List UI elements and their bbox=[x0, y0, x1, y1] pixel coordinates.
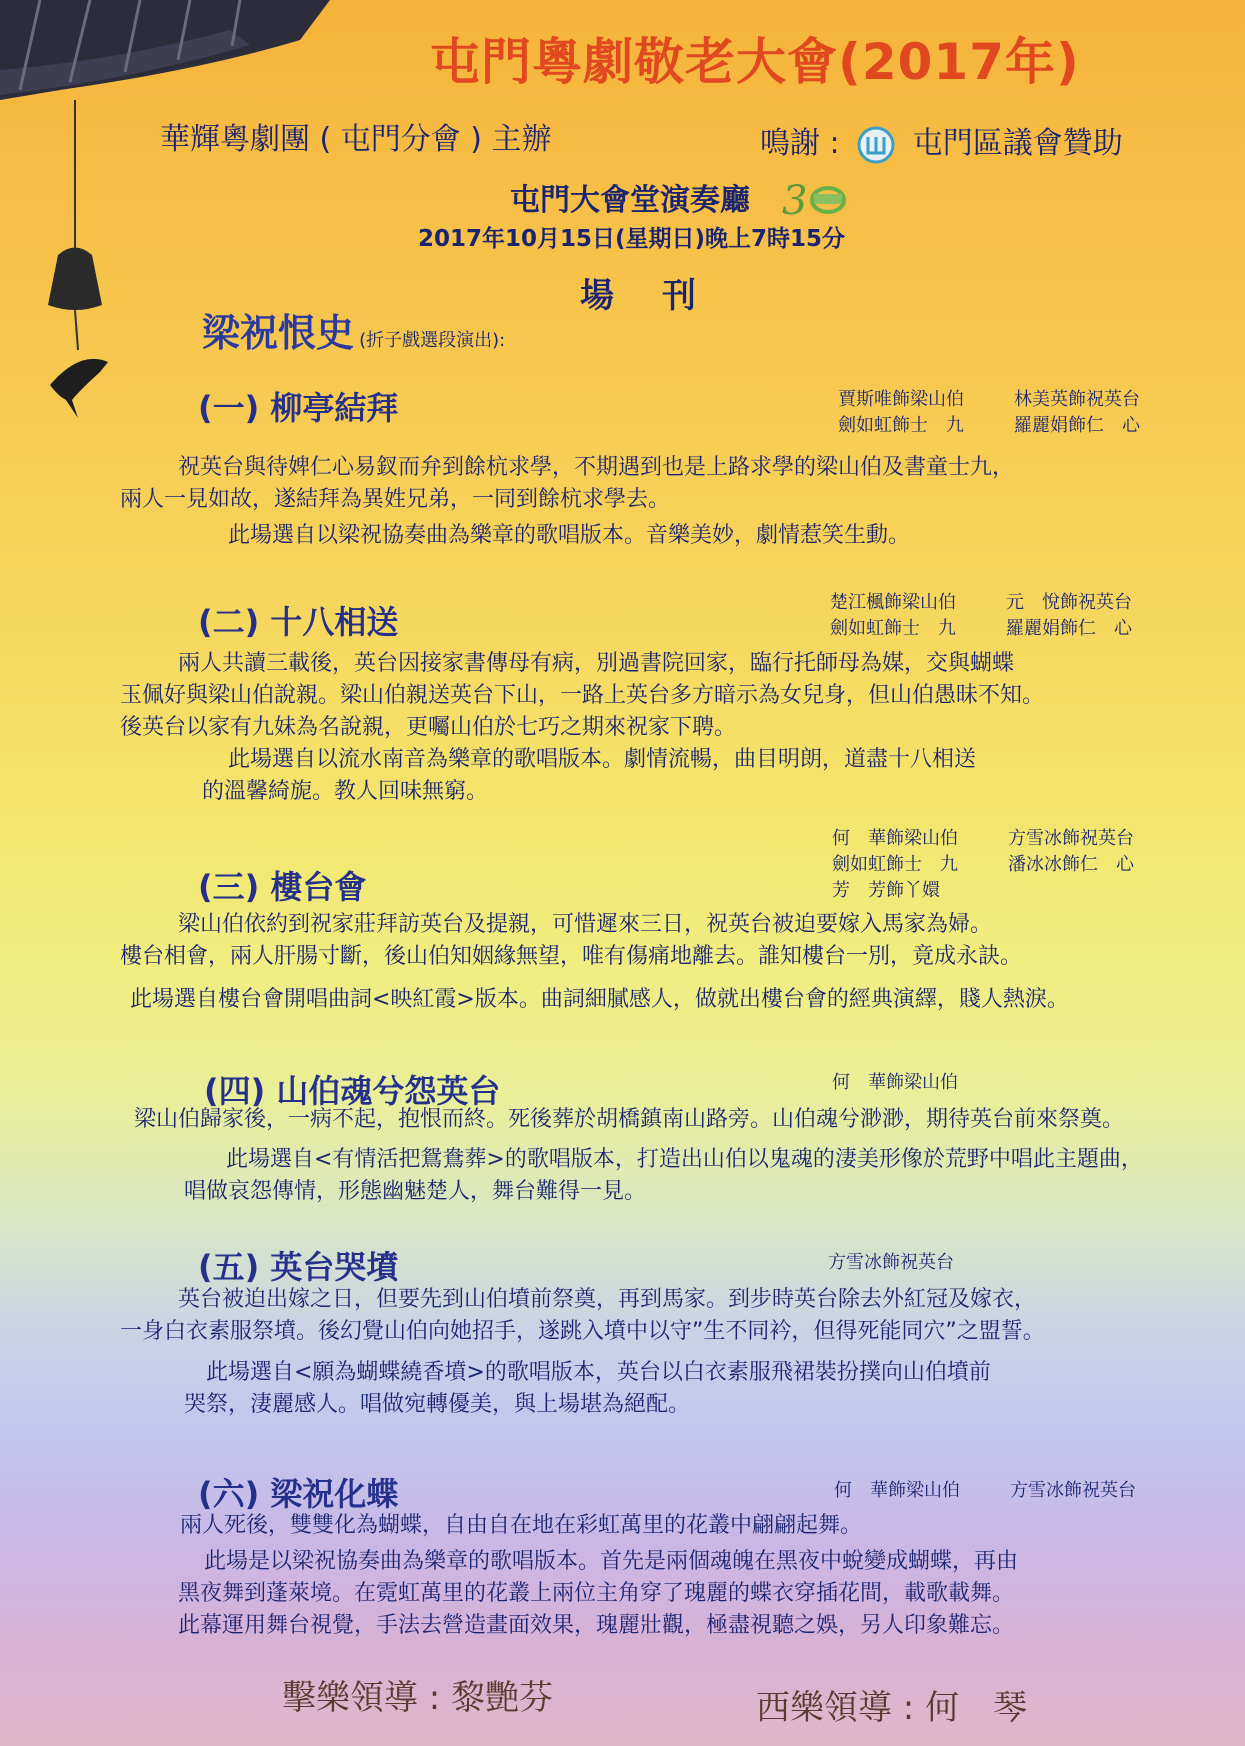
scene-title: (四) 山伯魂兮怨英台 bbox=[204, 1072, 501, 1110]
cast-entry: 元 悅飾祝英台 bbox=[1006, 592, 1132, 613]
scene-note bbox=[178, 1546, 1018, 1642]
note-line: 此場選自以梁祝協奏曲為樂章的歌唱版本。音樂美妙，劇情惹笑生動。 bbox=[228, 523, 911, 548]
programme-heading bbox=[202, 302, 505, 357]
cast-entry: 方雪冰飾祝英台 bbox=[1010, 1480, 1136, 1501]
cast-entry: 楚江楓飾梁山伯 bbox=[830, 592, 956, 613]
scene-cast bbox=[828, 1250, 954, 1276]
scene-note bbox=[184, 1144, 1143, 1208]
scene-title: (二) 十八相送 bbox=[198, 603, 399, 641]
scene-description bbox=[134, 1104, 1124, 1136]
scene-description bbox=[120, 648, 1044, 744]
scene-title: (五) 英台哭墳 bbox=[198, 1248, 399, 1286]
scene-cast bbox=[832, 826, 1134, 904]
acknowledgement-label: 鳴謝 : bbox=[760, 126, 840, 161]
description-line: 兩人死後，雙雙化為蝴蝶，自由自在地在彩虹萬里的花叢中翩翩起舞。 bbox=[180, 1513, 863, 1538]
cast-entry: 劍如虹飾士 九 bbox=[830, 618, 956, 639]
cast-entry: 林美英飾祝英台 bbox=[1014, 389, 1140, 410]
programme-note: (折子戲選段演出): bbox=[359, 330, 506, 351]
cast-entry: 賈斯唯飾梁山伯 bbox=[838, 389, 964, 410]
note-line: 此幕運用舞台視覺，手法去營造畫面效果，瑰麗壯觀，極盡視聽之娛，另人印象難忘。 bbox=[178, 1613, 1015, 1638]
cast-entry: 劍如虹飾士 九 bbox=[832, 854, 958, 875]
cast-entry: 何 華飾梁山伯 bbox=[832, 1072, 958, 1093]
description-line: 梁山伯依約到祝家莊拜訪英台及提親，可惜遲來三日，祝英台被迫要嫁入馬家為婦。 bbox=[178, 912, 993, 937]
percussion-leader: 擊樂領導 : 黎艷芬 bbox=[282, 1678, 554, 1718]
description-line: 祝英台與待婢仁心易釵而弁到餘杭求學，不期遇到也是上路求學的梁山伯及書童士九， bbox=[178, 455, 1015, 480]
scene-note bbox=[202, 744, 976, 808]
event-datetime: 2017年10月15日(星期日)晚上7時15分 bbox=[418, 226, 846, 252]
note-line: 此場選自<有情活把鴛鴦葬>的歌唱版本，打造出山伯以鬼魂的淒美形像於荒野中唱此主題曲， bbox=[226, 1147, 1143, 1172]
note-line: 此場選自<願為蝴蝶繞香墳>的歌唱版本，英台以白衣素服飛裙裝扮撲向山伯墳前 bbox=[206, 1360, 991, 1385]
cast-entry: 羅麗娟飾仁 心 bbox=[1006, 618, 1132, 639]
description-line: 後英台以家有九妹為名說親，更囑山伯於七巧之期來祝家下聘。 bbox=[120, 715, 737, 740]
anniversary-30-logo bbox=[778, 170, 858, 220]
description-line: 兩人共讀三載後，英台因接家書傳母有病，別過書院回家，臨行托師母為媒，交與蝴蝶 bbox=[178, 651, 1015, 676]
note-line: 黑夜舞到蓬萊境。在霓虹萬里的花叢上兩位主角穿了瑰麗的蝶衣穿插花間，載歌載舞。 bbox=[178, 1581, 1015, 1606]
note-line: 此場是以梁祝協奏曲為樂章的歌唱版本。首先是兩個魂魄在黑夜中蛻變成蝴蝶，再由 bbox=[204, 1549, 1019, 1574]
scene-title: (一) 柳亭結拜 bbox=[198, 389, 399, 427]
venue: 屯門大會堂演奏廳 bbox=[510, 183, 750, 218]
cast-entry bbox=[958, 878, 1134, 904]
note-line: 此場選自以流水南音為樂章的歌唱版本。劇情流暢，曲目明朗，道盡十八相送 bbox=[228, 747, 977, 772]
scene-note bbox=[228, 520, 910, 552]
scene-description bbox=[120, 1284, 1045, 1348]
description-line: 兩人一見如故，遂結拜為異姓兄弟，一同到餘杭求學去。 bbox=[120, 487, 671, 512]
scene-description bbox=[120, 909, 1022, 973]
scene-note bbox=[130, 984, 1069, 1016]
western-music-leader: 西樂領導 : 何 琴 bbox=[756, 1688, 1028, 1728]
scene-cast bbox=[838, 387, 1140, 439]
description-line: 英台被迫出嫁之日，但要先到山伯墳前祭奠，再到馬家。到步時英台除去外紅冠及嫁衣， bbox=[178, 1287, 1037, 1312]
cast-entry: 潘冰冰飾仁 心 bbox=[1008, 854, 1134, 875]
sponsor: 屯門區議會贊助 bbox=[912, 126, 1123, 161]
note-line: 唱做哀怨傳情，形態幽魅楚人，舞台難得一見。 bbox=[184, 1179, 647, 1204]
scene-description bbox=[180, 1510, 862, 1542]
cast-entry: 方雪冰飾祝英台 bbox=[828, 1252, 954, 1273]
description-line: 梁山伯歸家後，一病不起，抱恨而終。死後葬於胡橋鎮南山路旁。山伯魂兮渺渺，期待英台前來祭奠。 bbox=[134, 1107, 1125, 1132]
programme-title: 梁祝恨史 bbox=[202, 311, 355, 355]
booklet-label: 場刊 bbox=[580, 276, 744, 316]
scene-cast bbox=[834, 1478, 1136, 1504]
cast-entry: 方雪冰飾祝英台 bbox=[1008, 828, 1134, 849]
cast-entry: 劍如虹飾士 九 bbox=[838, 415, 964, 436]
note-line: 此場選自樓台會開唱曲詞<映紅霞>版本。曲詞細膩感人，做就出樓台會的經典演繹，賤人熱淚。 bbox=[130, 987, 1069, 1012]
wind-chime-decoration bbox=[30, 100, 120, 460]
scene-title: (三) 樓台會 bbox=[198, 868, 367, 906]
scene-title: (六) 梁祝化蝶 bbox=[198, 1475, 399, 1513]
page-title: 屯門粵劇敬老大會(2017年) bbox=[430, 33, 1080, 91]
note-line: 哭祭，淒麗感人。唱做宛轉優美，與上場堪為絕配。 bbox=[184, 1392, 691, 1417]
note-line: 的溫馨綺旎。教人回味無窮。 bbox=[202, 779, 489, 804]
cast-entry: 何 華飾梁山伯 bbox=[834, 1480, 960, 1501]
description-line: 一身白衣素服祭墳。後幻覺山伯向她招手，遂跳入墳中以守”生不同衿，但得死能同穴”之盟誓。 bbox=[120, 1319, 1045, 1344]
acknowledgement bbox=[760, 118, 1123, 164]
cast-entry: 羅麗娟飾仁 心 bbox=[1014, 415, 1140, 436]
cast-entry: 何 華飾梁山伯 bbox=[832, 828, 958, 849]
description-line: 樓台相會，兩人肝腸寸斷，後山伯知姻緣無望，唯有傷痛地離去。誰知樓台一別，竟成永訣。 bbox=[120, 944, 1023, 969]
scene-cast bbox=[830, 590, 1132, 642]
organizer: 華輝粵劇團 ( 屯門分會 ) 主辦 bbox=[160, 122, 552, 157]
scene-cast bbox=[832, 1070, 958, 1096]
scene-description bbox=[120, 452, 1014, 516]
svg-text:3: 3 bbox=[782, 178, 808, 220]
scene-note bbox=[184, 1357, 991, 1421]
cast-entry: 芳 芳飾丫嬛 bbox=[832, 880, 940, 901]
district-council-logo bbox=[857, 126, 895, 164]
roof-eave-decoration bbox=[0, 0, 330, 110]
description-line: 玉佩好與梁山伯說親。梁山伯親送英台下山，一路上英台多方暗示為女兒身，但山伯愚昧不知。 bbox=[120, 683, 1045, 708]
